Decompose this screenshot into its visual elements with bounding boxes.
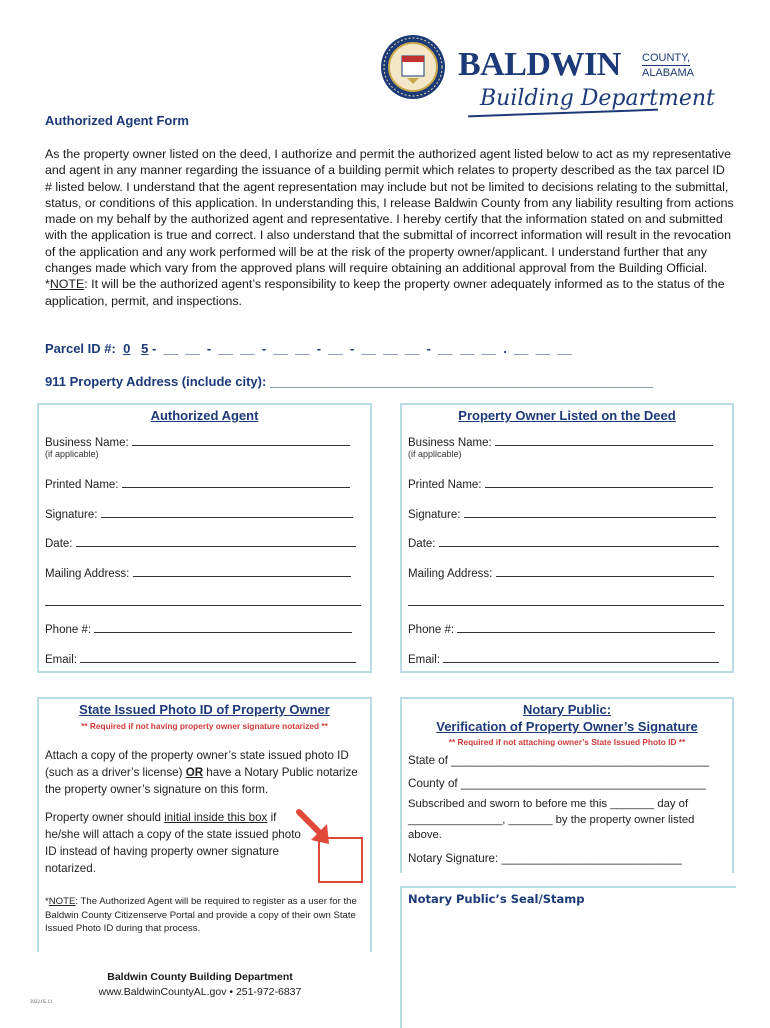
field-label: Date: [45,538,73,550]
note-word: NOTE [48,896,76,907]
instruction-text: Property owner should [45,811,165,824]
notary-seal-title: Notary Public’s Seal/Stamp [408,892,585,906]
agent-phone-field[interactable] [45,621,352,636]
notary-title-2: Verification of Property Owner’s Signature [436,719,698,734]
agent-mailing-address-line2[interactable] [45,594,361,609]
instruction-text: if he/she will attach a copy of the state issued photo ID instead of having property owner signature notarized. [45,811,301,875]
property-owner-panel [400,403,734,673]
field-label: Signature: [408,509,461,521]
brand-county: COUNTY, [642,52,691,64]
intro-text: As the property owner listed on the deed, I authorize and permit the authorized agent listed below to act as my representative and agent in any manner regarding the issuance of a building permit which relates to property described as the tax parcel ID # listed below. I understand that the agent representation may include but not be limited to decisions relating to the submittal, status, or conditions of this application. In understanding this, I release Baldwin County from any liability resulting from actions made on my behalf by the authorized agent and representative. I hereby certify that the information stated on and submitted with the application is true and correct. I also understand that the submittal of incorrect information will result in the revocation of the application and any work performed will be at the risk of the property owner/applicant. I understand further that any changes made which vary from the approved plans will require obtaining an additional approval from the Building Official. * [45,147,734,292]
field-label: Phone #: [45,624,92,636]
owner-date-field[interactable] [408,535,719,550]
notary-sworn-statement[interactable]: Subscribed and sworn to before me this _______ day of _______________, _______ by the property owner listed above. [408,798,695,841]
note-text: : The Authorized Agent will be required to register as a user for the Baldwin County Citizenserve Portal and provide a copy of their own State Issued Photo ID during that process. [45,896,357,934]
brand-name: BALDWIN [458,46,621,83]
footer-organization: Baldwin County Building Department [107,971,293,983]
agent-mailing-address-field[interactable] [45,565,351,580]
parcel-label: Parcel ID #: [45,341,116,356]
parcel-rest: - __ __ - __ __ - __ __ - __ - __ __ __ - __ __ __ . __ __ __ [148,341,572,356]
parcel-digit: 0 [123,341,131,356]
owner-panel-title: Property Owner Listed on the Deed [458,408,676,423]
agent-panel-title: Authorized Agent [150,408,259,423]
notary-seal-area[interactable] [400,886,736,1028]
agent-if-applicable: (if applicable) [45,449,99,459]
field-label: Printed Name: [45,479,119,491]
owner-printed-name-field[interactable] [408,476,713,491]
form-title: Authorized Agent Form [45,113,189,128]
field-label: Business Name: [408,437,492,449]
owner-business-name-field[interactable] [408,434,713,449]
authorized-agent-panel [37,403,372,673]
agent-business-name-field[interactable] [45,434,350,449]
intro-note-text: : It will be the authorized agent’s responsibility to keep the property owner adequately informed as to the status of the application, permit, and inspections. [45,277,725,308]
revision-date: 2022.05.11 [30,1000,53,1005]
field-label: Phone #: [408,624,455,636]
county-seal-icon [380,34,446,100]
field-label: Mailing Address: [45,568,130,580]
photo-id-panel-title: State Issued Photo ID of Property Owner [79,702,330,717]
field-label: Mailing Address: [408,568,493,580]
notary-state-field[interactable]: State of ________________________________________ [408,754,710,767]
agent-signature-field[interactable] [45,506,353,521]
photo-id-instructions [45,747,367,798]
owner-if-applicable: (if applicable) [408,449,462,459]
owner-signature-field[interactable] [408,506,716,521]
instruction-underlined: initial inside this box [164,811,268,824]
brand-department: Building Department [480,86,715,111]
instruction-text: Attach a copy of the property owner’s state issued photo ID (such as a driver’s license) [45,749,349,779]
field-label: Printed Name: [408,479,482,491]
notary-title-1: Notary Public: [522,702,612,717]
agent-email-field[interactable] [45,651,356,666]
field-label: Business Name: [45,437,129,449]
notary-panel [400,697,734,873]
field-label: Email: [408,654,440,666]
note-star: * [45,896,49,907]
field-label: Email: [45,654,77,666]
agent-date-field[interactable] [45,535,356,550]
notary-county-field[interactable]: County of ______________________________________ [408,777,706,790]
footer-contact: www.BaldwinCountyAL.gov • 251-972-6837 [98,986,302,998]
initial-instructions [45,809,307,877]
notary-signature-field[interactable]: Notary Signature: ____________________________ [408,852,682,865]
parcel-id-field[interactable] [45,341,572,356]
field-label: Date: [408,538,436,550]
brand-state: ALABAMA [642,67,694,79]
photo-id-required-note: ** Required if not having property owner signature notarized ** [81,721,328,731]
instruction-or: OR [185,766,204,779]
brand-logo [458,46,728,126]
parcel-digit: 5 [141,341,149,356]
owner-initial-box[interactable] [318,837,363,883]
agent-registration-note [45,895,367,936]
owner-phone-field[interactable] [408,621,715,636]
intro-paragraph [45,146,735,309]
property-address-field[interactable]: 911 Property Address (include city): _____________________________________________________ [45,374,654,389]
instruction-text: have a Notary Public notarize the property owner’s signature on this form. [45,766,358,796]
agent-printed-name-field[interactable] [45,476,350,491]
owner-mailing-address-field[interactable] [408,565,714,580]
owner-email-field[interactable] [408,651,719,666]
field-label: Signature: [45,509,98,521]
owner-mailing-address-line2[interactable] [408,594,724,609]
intro-note-word: NOTE [49,277,85,292]
notary-required-note: ** Required if not attaching owner’s State Issued Photo ID ** [448,737,686,747]
